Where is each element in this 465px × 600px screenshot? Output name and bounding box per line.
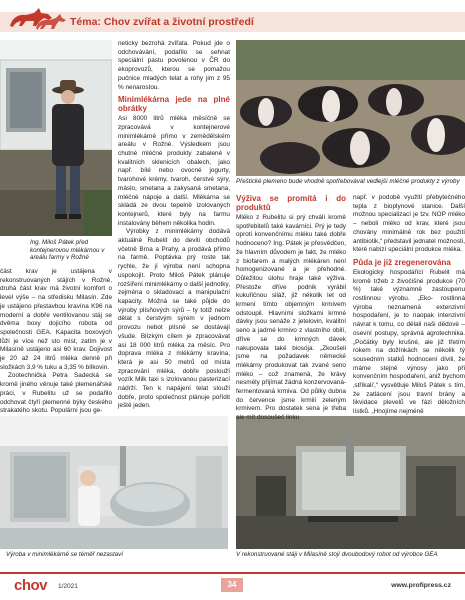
article-column-3 [236,194,346,423]
horse-silhouette-icon [6,4,68,32]
dairy-right-caption: V rekonstruované stáji v Milasíně stojí dvoubodový robot od výrobce GEA [236,551,438,558]
article-column-4 [353,194,465,417]
page-header [0,0,465,38]
website-link[interactable]: www.profipress.cz [391,582,451,589]
issue-number: 1/2021 [58,583,78,590]
body-paragraph: Mléko z Rubelitu si prý chválí kromě spotřebitelů také kavárníci. Prý je tedy oproti konvenčnímu mléku také dobře hodnoceno? Ing. Pátek je přesvědčen, že hlavním důvodem je fakt, že mléko z biofarem a malých mlékáren není homogenizované a je přehodné. Důležitou úlohu hraje také výživa. Přestože dříve podnik vyrábil kukuřičnou siláž, již několik let od krmení tímto objemným krmivem odstoupil. Hlavními složkami krmné dávky jsou senáže z jetelovin, kvalitní seno a jadrné krmivo z vlastního obilí, dříve se do krmných dávek nakupovala také biosója. „Zkoušeli jsme na požadavek německé mlékárny produkovat tak zvané seno mléko – což znamená, že krávy nesměly přijímat žádná konzervovaná-fermentovaná krmiva. Od půlky dubna do července jsme krmili zeleným krmivem. Pro dostatek sena je třeba ale mít dosoušeč linku [236,214,346,422]
farmer-photo [0,40,112,236]
footer-divider [0,572,465,574]
body-paragraph: Asi 8000 litrů mléka měsíčně se zpracovává v kontejnerové minimlékárně přímo v zemědělském areálu v Rožné. Výsledkem jsou chutné mléčné produkty zabalené v kvalitních sklenicích obalech, jako např. bílé nebo ovocné jogurty, tvarohové krémy, tvaroh, čerstvé sýry, máslo, smetana a zakysaná smetana, mléčné nápoje a další. Mlékárna se skládá ze dvou tepelně izolovaných kontejnerů, které byly na farmu instalovány během několika hodin. [118,115,230,227]
pigs-caption: Přeštické plemeno bude vhodně spotřebovávat vedlejší mléčné produkty z výroby [236,178,460,185]
body-paragraph: neticky bezrohá zvířata. Pokud jde o odchovávání, podařilo se sehnat speciální pastu povolenou v ČR do ekoprovozů, kterou se pomažou pučnice mladých telat a rohy jim z 95 % nenarostou. [118,40,230,91]
body-paragraph: Zootechnička Petra Sadecká se kromě jiného věnuje také plemenářské práci, v Rubelitu už se podařilo odchovat čtyři plemenné býky českého strakatého skotu. Populární jsou ge- [0,372,112,415]
farmer-caption: Ing. Miloš Pátek před kontejnerovou mlékárnou v areálu farmy v Rožné [30,239,105,262]
article-column-2 [118,40,230,411]
pigs-photo [236,40,465,176]
section-heading: Půda je již zregenerována [353,257,451,267]
article-column-1 [0,268,112,416]
dairy-left-caption: Výroba v minimlékárně se téměř nezastaví [6,551,123,558]
body-paragraph: Ekologický hospodářící Rubelit má kromě tržeb z živočišné produkce (70 %) také významně zastoupenu rostlinnou výrobu. „Eko- rostlinná výroba neznamená extenzivní hospodaření, je to naopak intenzivní návrat k tomu, co dělali naši dědové – osevní postupy, správná agrotechnika. „Počátky byly krušné, ale již třetím rokem na dožínkách se několik tý sousedním statků hodnocení dívili, že máme stejné výnosy jako při konvenčním hospodaření, aniž bychom ‚stříkali',“ vysvětluje Miloš Pátek s tím, že zatlácení jsou travní brány a likvidace plevelů ve fázi děložních lístků. „Hnojíme nejméně [353,268,465,416]
body-paragraph: část krav je ustájena v rekonstruovaných stájích v Rožné, druhá část krav má životní komfort o level výše – na středisku Milasín. Zde je ustájeno přestavbou kravína K96 na moderní a dobře ventilovanou stáj se dvěma boxy dojicího robota od společnosti GEA. Kapacita boxových lůží je více než sto míst, zatím je v Milasíně ustájeno asi 60 krav. Dojivost je 20 až 24 litrů mléka denně při složkách 3,9 % tuku a 3,35 % bílkovin. [0,268,112,371]
dairy-production-photo [0,416,228,549]
page-footer [0,572,465,600]
magazine-logo: chov [14,577,48,594]
body-paragraph: např. v podobě využití přebytečného tepla z bioplynové stanice. Další možnou specializací je tzv. NOP mléko – neboli mléko od krav, které jsou chovány minimálně rok bez použití antibiotik,“ představil jednatel možnosti, které nabízí speciální produkce mléka. [353,194,465,254]
section-title: Téma: Chov zvířat a životní prostředí [70,16,254,28]
body-paragraph: Výrobky z minimlékárny dodává aktuálně Rubelit do deviti obchodů včetně Brna a Prahy, a prodává přímo na farmě. Poptávka prý roste tak rychle, že jí výroba není schopna uspokojit. Proto Miloš Pátek plánuje rozšíření minimlékárny o další jednotky, zejména o skladovací a manipulační kapacity. Možná se také půjde do výroby plísňových sýrů – ty totiž nelze dělat s čerstvým sýrem v jednom provozu nebot plísně se dostávají všude. Blízkým cílem je zpracovávat asi 18 000 litrů mléka za měsíc. Pro doprava mléka z mlékárny kravína, která je asi 50 metrů od místa zpracování mléka, dobře poslouží vozík Milk taxi s izolovanou pasterizací nádrží. Ten k napájení telat slouží dobře, proto společnost plánuje pořídit ještě jeden. [118,228,230,410]
section-heading: Výživa se promítá i do produktů [236,194,346,212]
page-number: 34 [221,578,243,592]
robot-packing-photo [236,416,465,549]
section-heading: Minimlékárna jede na plné obrátky [118,95,230,114]
